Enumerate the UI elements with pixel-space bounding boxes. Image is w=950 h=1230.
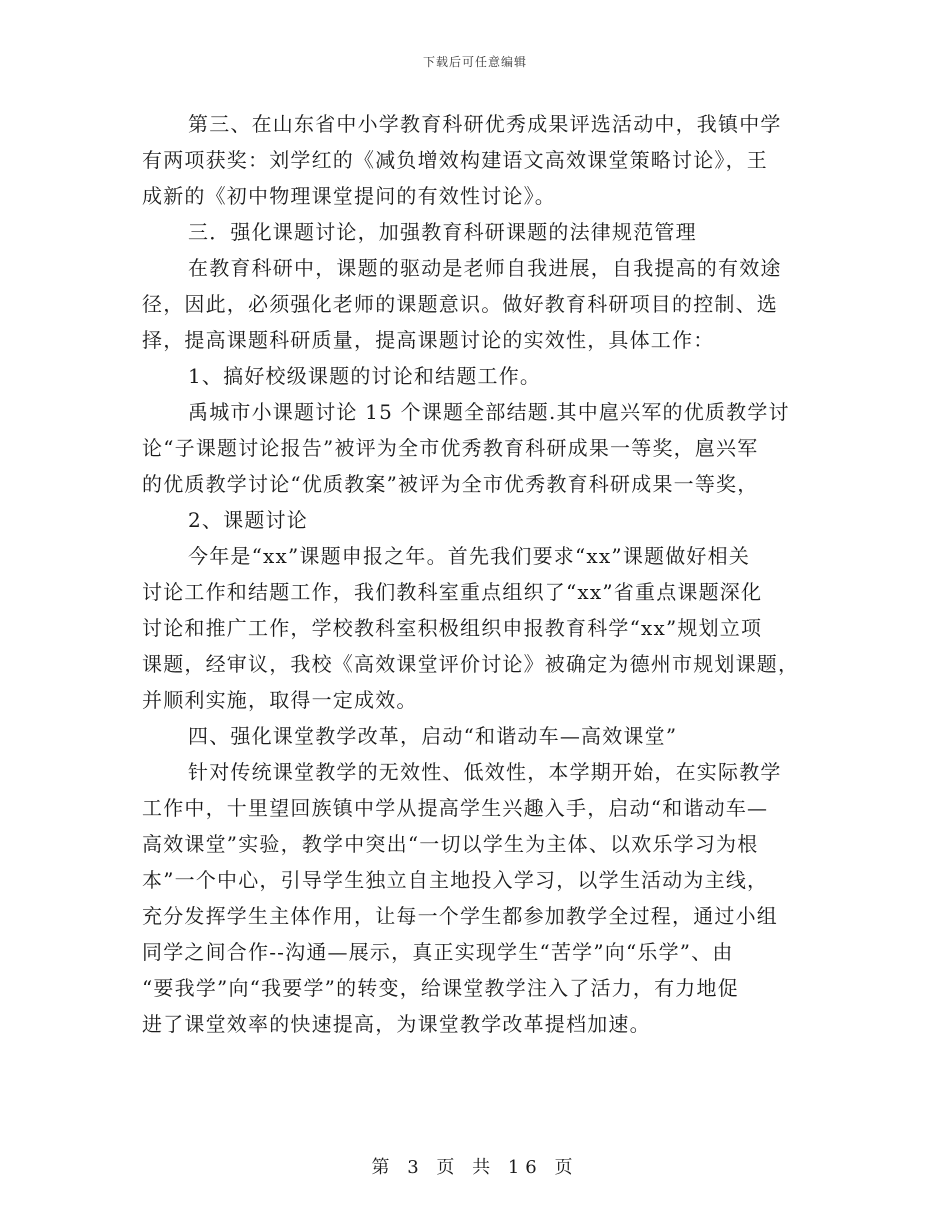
text-line: 同学之间合作--沟通—展示，真正实现学生“苦学”向“乐学”、由	[142, 940, 734, 964]
text-line: 第三、在山东省中小学教育科研优秀成果评选活动中，我镇中学	[188, 112, 782, 136]
paragraph	[142, 106, 809, 214]
text-line: 论“子课题讨论报告”被评为全市优秀教育科研成果一等奖，扈兴军	[142, 436, 759, 460]
text-line: 2、课题讨论	[188, 508, 308, 532]
document-body	[142, 106, 809, 1042]
text-line: 四、强化课堂教学改革，启动“和谐动车—高效课堂”	[188, 724, 678, 748]
text-line: 今年是“xx”课题申报之年。首先我们要求“xx”课题做好相关	[188, 544, 751, 568]
text-line: 的优质教学讨论“优质教案”被评为全市优秀教育科研成果一等奖，	[142, 472, 759, 496]
text-line: 本”一个中心，引导学生独立自主地投入学习，以学生活动为主线，	[142, 868, 769, 892]
paragraph	[142, 358, 809, 394]
text-line: 择，提高课题科研质量，提高课题讨论的实效性，具体工作：	[142, 328, 715, 352]
paragraph	[142, 250, 809, 358]
paragraph	[142, 538, 809, 718]
text-line: 工作中，十里望回族镇中学从提高学生兴趣入手，启动“和谐动车—	[142, 796, 769, 820]
text-line: 针对传统课堂教学的无效性、低效性，本学期开始，在实际教学	[188, 760, 782, 784]
text-line: 充分发挥学生主体作用，让每一个学生都参加教学全过程，通过小组	[142, 904, 778, 928]
paragraph	[142, 394, 809, 502]
text-line: 进了课堂效率的快速提高，为课堂教学改革提档加速。	[142, 1012, 651, 1036]
text-line: 课题，经审议，我校《高效课堂评价讨论》被确定为德州市规划课题，	[142, 652, 800, 676]
paragraph	[142, 502, 809, 538]
text-line: 高效课堂”实验，教学中突出“一切以学生为主体、以欢乐学习为根	[142, 832, 759, 856]
paragraph	[142, 754, 809, 1042]
paragraph	[142, 718, 809, 754]
text-line: 径，因此，必须强化老师的课题意识。做好教育科研项目的控制、选	[142, 292, 778, 316]
text-line: 在教育科研中，课题的驱动是老师自我进展，自我提高的有效途	[188, 256, 782, 280]
text-line: 讨论工作和结题工作，我们教科室重点组织了“xx”省重点课题深化	[142, 580, 763, 604]
paragraph	[142, 214, 809, 250]
text-line: 成新的《初中物理课堂提问的有效性讨论》。	[142, 184, 556, 208]
text-line: 有两项获奖：刘学红的《减负增效构建语文高效课堂策略讨论》，王	[142, 148, 768, 172]
text-line: 1、搞好校级课题的讨论和结题工作。	[188, 364, 542, 388]
text-line: 并顺利实施，取得一定成效。	[142, 688, 418, 712]
page-number: 第 3 页 共 16 页	[371, 1157, 579, 1178]
text-line: 三．强化课题讨论，加强教育科研课题的法律规范管理	[188, 220, 697, 244]
text-line: “要我学”向“我要学”的转变，给课堂教学注入了活力，有力地促	[142, 976, 739, 1000]
text-line: 讨论和推广工作，学校教科室积极组织申报教育科学“xx”规划立项	[142, 616, 763, 640]
text-line: 禹城市小课题讨论 15 个课题全部结题.其中扈兴军的优质教学讨	[188, 400, 790, 424]
page-header: 下载后可任意编辑	[422, 55, 527, 69]
